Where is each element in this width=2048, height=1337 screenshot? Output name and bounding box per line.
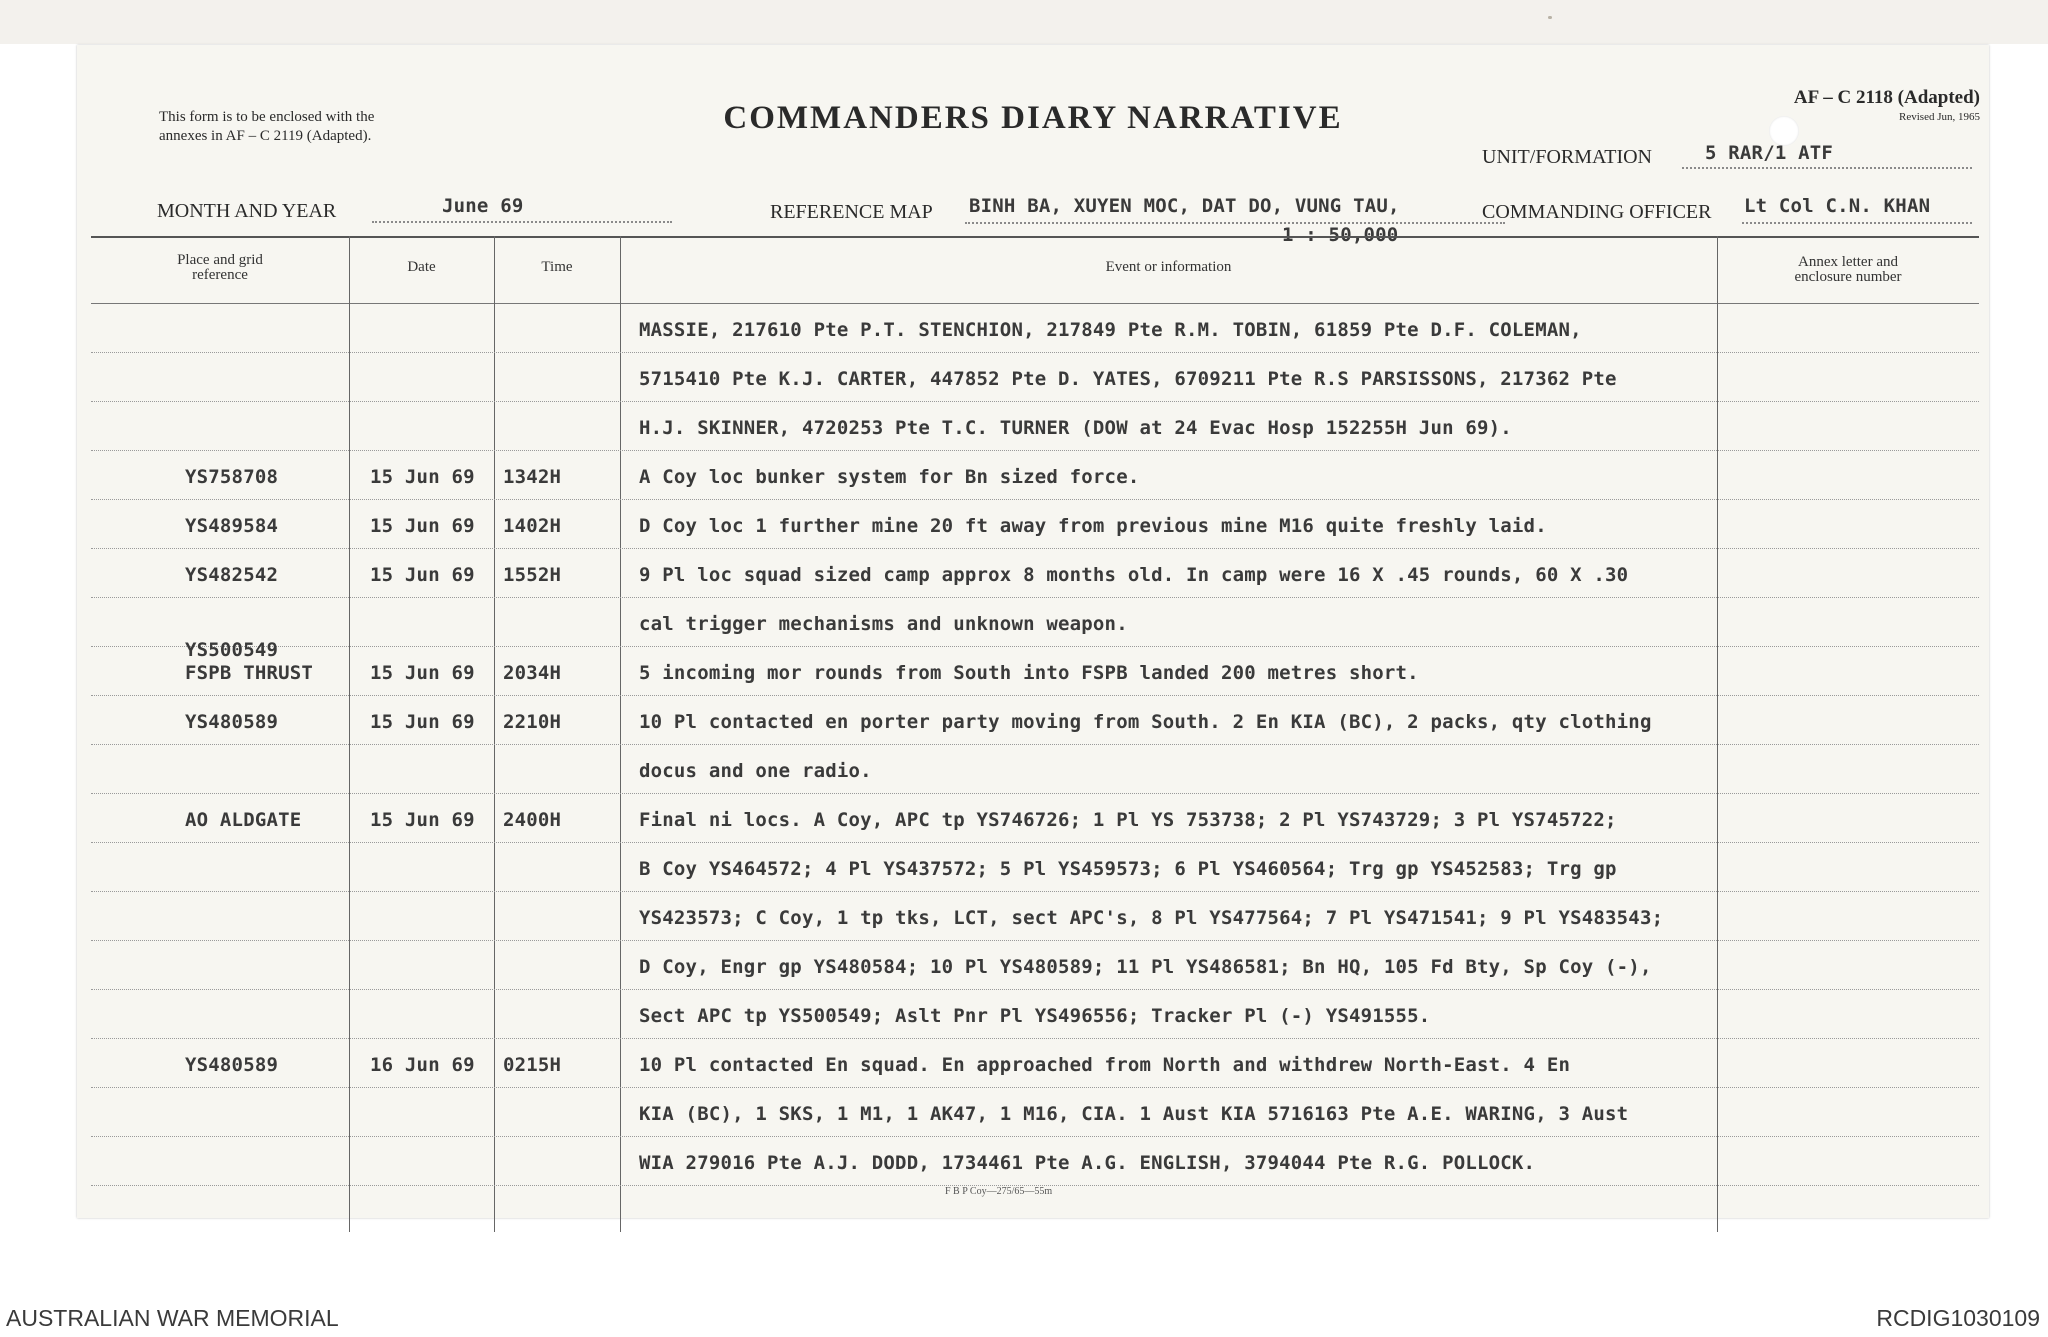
entry-event-text: 10 Pl contacted En squad. En approached from North and withdrew North-East. 4 En: [639, 1054, 1571, 1076]
entry-time: 2400H: [503, 809, 562, 831]
commanding-officer-line: [1742, 222, 1972, 224]
column-divider-time: [620, 236, 621, 1232]
entry-place: YS758708: [185, 466, 279, 488]
entry-event-text: WIA 279016 Pte A.J. DODD, 1734461 Pte A.G. ENGLISH, 3794044 Pte R.G. POLLOCK.: [639, 1152, 1536, 1174]
diary-form-sheet: [77, 45, 1989, 1218]
month-year-line: [372, 221, 672, 223]
column-header-annex: [1717, 255, 1979, 285]
entry-time: 1402H: [503, 515, 562, 537]
column-header-place-line1: Place and grid: [177, 252, 263, 268]
entry-place: YS489584: [185, 515, 279, 537]
column-header-place-line2: reference: [192, 267, 248, 283]
entry-rule: [91, 1136, 1979, 1137]
column-header-annex-line2: enclosure number: [1794, 269, 1902, 285]
entry-date: 16 Jun 69: [370, 1054, 475, 1076]
column-header-place: [91, 253, 349, 283]
entry-event-text: H.J. SKINNER, 4720253 Pte T.C. TURNER (DOW at 24 Evac Hosp 152255H Jun 69).: [639, 417, 1512, 439]
entry-time: 1342H: [503, 466, 562, 488]
entry-event-text: YS423573; C Coy, 1 tp tks, LCT, sect APC's, 8 Pl YS477564; 7 Pl YS471541; 9 Pl YS483543;: [639, 907, 1664, 929]
entry-event-text: docus and one radio.: [639, 760, 872, 782]
form-revision-date: Revised Jun, 1965: [1899, 111, 1980, 123]
entry-rule: [91, 352, 1979, 353]
entry-rule: [91, 989, 1979, 990]
entry-event-text: KIA (BC), 1 SKS, 1 M1, 1 AK47, 1 M16, CIA. 1 Aust KIA 5716163 Pte A.E. WARING, 3 Aust: [639, 1103, 1629, 1125]
entry-place: YS482542: [185, 564, 279, 586]
entry-event-text: MASSIE, 217610 Pte P.T. STENCHION, 217849 Pte R.M. TOBIN, 61859 Pte D.F. COLEMAN,: [639, 319, 1582, 341]
entry-rule: [91, 1038, 1979, 1039]
watermark-institution: AUSTRALIAN WAR MEMORIAL: [6, 1305, 339, 1331]
instruction-line-2: annexes in AF – C 2119 (Adapted).: [159, 128, 372, 144]
entry-rule: [91, 499, 1979, 500]
entry-date: 15 Jun 69: [370, 711, 475, 733]
entry-rule: [91, 597, 1979, 598]
column-divider-event: [1717, 236, 1718, 1232]
month-year-value: June 69: [442, 195, 524, 217]
entry-event-text: 9 Pl loc squad sized camp approx 8 months old. In camp were 16 X .45 rounds, 60 X .30: [639, 564, 1629, 586]
entry-date: 15 Jun 69: [370, 564, 475, 586]
column-header-annex-line1: Annex letter and: [1798, 254, 1898, 270]
column-header-date: Date: [407, 259, 436, 275]
table-header-rule: [91, 303, 1979, 304]
scan-background-top: [0, 0, 2048, 44]
reference-map-value: BINH BA, XUYEN MOC, DAT DO, VUNG TAU,: [969, 195, 1400, 217]
entry-time: 1552H: [503, 564, 562, 586]
entry-date: 15 Jun 69: [370, 662, 475, 684]
reference-map-scale: 1 : 50,000: [1282, 224, 1399, 246]
entry-event-text: Final ni locs. A Coy, APC tp YS746726; 1 Pl YS 753738; 2 Pl YS743729; 3 Pl YS745722;: [639, 809, 1617, 831]
entry-rule: [91, 842, 1979, 843]
entry-grid-reference: YS500549: [185, 639, 279, 661]
entry-event-text: Sect APC tp YS500549; Aslt Pnr Pl YS496556; Tracker Pl (-) YS491555.: [639, 1005, 1431, 1027]
entry-rule: [91, 401, 1979, 402]
entry-rule: [91, 450, 1979, 451]
entry-date: 15 Jun 69: [370, 809, 475, 831]
entry-time: 2210H: [503, 711, 562, 733]
entry-event-text: D Coy, Engr gp YS480584; 10 Pl YS480589; 11 Pl YS486581; Bn HQ, 105 Fd Bty, Sp Coy (-),: [639, 956, 1652, 978]
commanding-officer-value: Lt Col C.N. KHAN: [1744, 195, 1931, 217]
entry-place: YS480589: [185, 711, 279, 733]
commanding-officer-label: COMMANDING OFFICER: [1482, 201, 1712, 223]
scan-speck: [1548, 16, 1552, 19]
reference-map-label: REFERENCE MAP: [770, 201, 933, 223]
entry-time: 2034H: [503, 662, 562, 684]
entry-rule: [91, 1087, 1979, 1088]
table-top-rule: [91, 236, 1979, 238]
entry-rule: [91, 646, 1979, 647]
printer-imprint: F B P Coy—275/65—55m: [945, 1186, 1053, 1197]
entry-place: YS480589: [185, 1054, 279, 1076]
entry-rule: [91, 793, 1979, 794]
month-year-label: MONTH AND YEAR: [157, 200, 337, 222]
unit-formation-line: [1682, 167, 1972, 169]
reference-map-line: [965, 222, 1505, 224]
entry-rule: [91, 744, 1979, 745]
column-header-time: Time: [541, 259, 573, 275]
unit-formation-label: UNIT/FORMATION: [1482, 146, 1652, 168]
entry-event-text: 5 incoming mor rounds from South into FSPB landed 200 metres short.: [639, 662, 1419, 684]
entry-event-text: B Coy YS464572; 4 Pl YS437572; 5 Pl YS459573; 6 Pl YS460564; Trg gp YS452583; Trg gp: [639, 858, 1617, 880]
entry-event-text: cal trigger mechanisms and unknown weapon.: [639, 613, 1128, 635]
entry-rule: [91, 548, 1979, 549]
entry-rule: [91, 940, 1979, 941]
entry-event-text: 10 Pl contacted en porter party moving from South. 2 En KIA (BC), 2 packs, qty clothing: [639, 711, 1652, 733]
watermark-record-id: RCDIG1030109: [1876, 1305, 2040, 1331]
entry-event-text: A Coy loc bunker system for Bn sized force.: [639, 466, 1140, 488]
column-divider-place: [349, 236, 350, 1232]
entry-rule: [91, 695, 1979, 696]
entry-place: AO ALDGATE: [185, 809, 302, 831]
column-divider-date: [494, 236, 495, 1232]
entry-event-text: D Coy loc 1 further mine 20 ft away from previous mine M16 quite freshly laid.: [639, 515, 1547, 537]
instruction-line-1: This form is to be enclosed with the: [159, 109, 375, 125]
entry-event-text: 5715410 Pte K.J. CARTER, 447852 Pte D. YATES, 6709211 Pte R.S PARSISSONS, 217362 Pte: [639, 368, 1617, 390]
entry-date: 15 Jun 69: [370, 515, 475, 537]
unit-formation-value: 5 RAR/1 ATF: [1705, 142, 1834, 164]
entry-date: 15 Jun 69: [370, 466, 475, 488]
entry-rule: [91, 891, 1979, 892]
column-header-event: Event or information: [1105, 259, 1232, 275]
form-number: AF – C 2118 (Adapted): [1793, 87, 1980, 108]
entry-time: 0215H: [503, 1054, 562, 1076]
form-title: COMMANDERS DIARY NARRATIVE: [723, 100, 1343, 136]
entry-place: FSPB THRUST: [185, 662, 314, 684]
